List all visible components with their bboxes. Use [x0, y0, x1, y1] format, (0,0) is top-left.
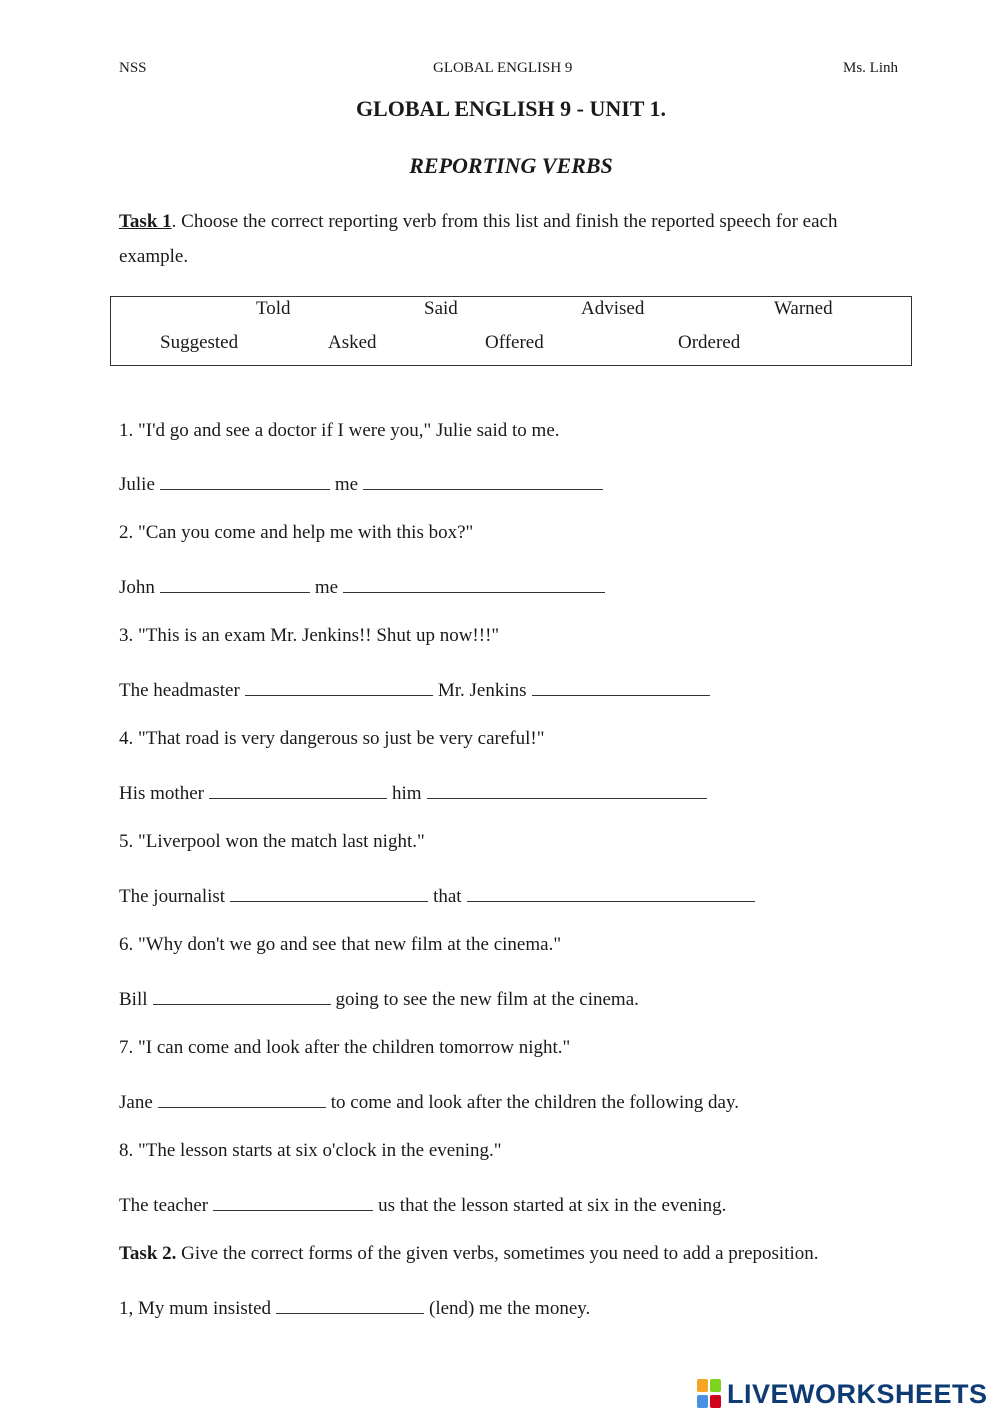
verb-list-box	[110, 296, 912, 366]
answer-line-3: The headmaster Mr. Jenkins	[119, 677, 715, 702]
task2-label: Task 2.	[119, 1243, 177, 1264]
header-right: Ms. Linh	[843, 60, 899, 76]
answer-line-6: Bill going to see the new film at the cinema.	[119, 986, 639, 1011]
answer-line-1: Julie me	[119, 471, 608, 496]
answer-line-4: His mother him	[119, 780, 712, 805]
liveworksheets-logo-icon	[697, 1379, 723, 1409]
answer-blank[interactable]	[213, 1192, 373, 1211]
question-4: 4. "That road is very dangerous so just be very careful!"	[119, 728, 545, 749]
verb-word: Offered	[485, 332, 544, 353]
question-6: 6. "Why don't we go and see that new film at the cinema."	[119, 934, 562, 955]
answer-blank[interactable]	[276, 1295, 424, 1314]
verb-word: Asked	[328, 332, 377, 353]
verb-word: Warned	[774, 298, 833, 319]
answer-blank[interactable]	[230, 883, 428, 902]
answer-blank[interactable]	[427, 780, 707, 799]
header-center: GLOBAL ENGLISH 9	[433, 60, 573, 76]
verb-word: Advised	[581, 298, 645, 319]
question-2: 2. "Can you come and help me with this box?"	[119, 522, 474, 543]
question-7: 7. "I can come and look after the children tomorrow night."	[119, 1037, 571, 1058]
answer-blank[interactable]	[160, 471, 330, 490]
answer-blank[interactable]	[467, 883, 755, 902]
brand-text: LIVEWORKSHEETS	[727, 1378, 988, 1409]
answer-line-8: The teacher us that the lesson started at six in the evening.	[119, 1192, 726, 1217]
liveworksheets-logo[interactable]	[697, 1376, 988, 1412]
task2-instructions	[119, 1243, 819, 1265]
page-title: GLOBAL ENGLISH 9 - UNIT 1.	[355, 96, 667, 121]
task1-text: . Choose the correct reporting verb from this list and finish the reported speech for each example.	[119, 211, 838, 267]
verb-word: Ordered	[678, 332, 741, 353]
answer-blank[interactable]	[363, 471, 603, 490]
answer-blank[interactable]	[160, 574, 310, 593]
verb-word: Suggested	[160, 332, 239, 353]
answer-line-7: Jane to come and look after the children the following day.	[119, 1089, 739, 1114]
answer-blank[interactable]	[245, 677, 433, 696]
question-1: 1. "I'd go and see a doctor if I were you," Julie said to me.	[119, 420, 560, 441]
answer-blank[interactable]	[153, 986, 331, 1005]
header-left: NSS	[119, 60, 147, 76]
answer-blank[interactable]	[158, 1089, 326, 1108]
answer-blank[interactable]	[532, 677, 710, 696]
answer-blank[interactable]	[343, 574, 605, 593]
answer-line-2: John me	[119, 574, 610, 599]
question-5: 5. "Liverpool won the match last night."	[119, 831, 425, 852]
answer-line-5: The journalist that	[119, 883, 760, 908]
verb-word: Said	[424, 298, 458, 319]
question-3: 3. "This is an exam Mr. Jenkins!! Shut up now!!!"	[119, 625, 500, 646]
page-subtitle: REPORTING VERBS	[409, 153, 613, 178]
task1-label: Task 1	[119, 211, 172, 232]
task1-instructions	[119, 204, 909, 274]
task2-item-1: 1, My mum insisted (lend) me the money.	[119, 1295, 590, 1320]
task2-text: Give the correct forms of the given verbs, sometimes you need to add a preposition.	[176, 1243, 819, 1264]
question-8: 8. "The lesson starts at six o'clock in the evening."	[119, 1140, 502, 1161]
verb-word: Told	[256, 298, 291, 319]
answer-blank[interactable]	[209, 780, 387, 799]
